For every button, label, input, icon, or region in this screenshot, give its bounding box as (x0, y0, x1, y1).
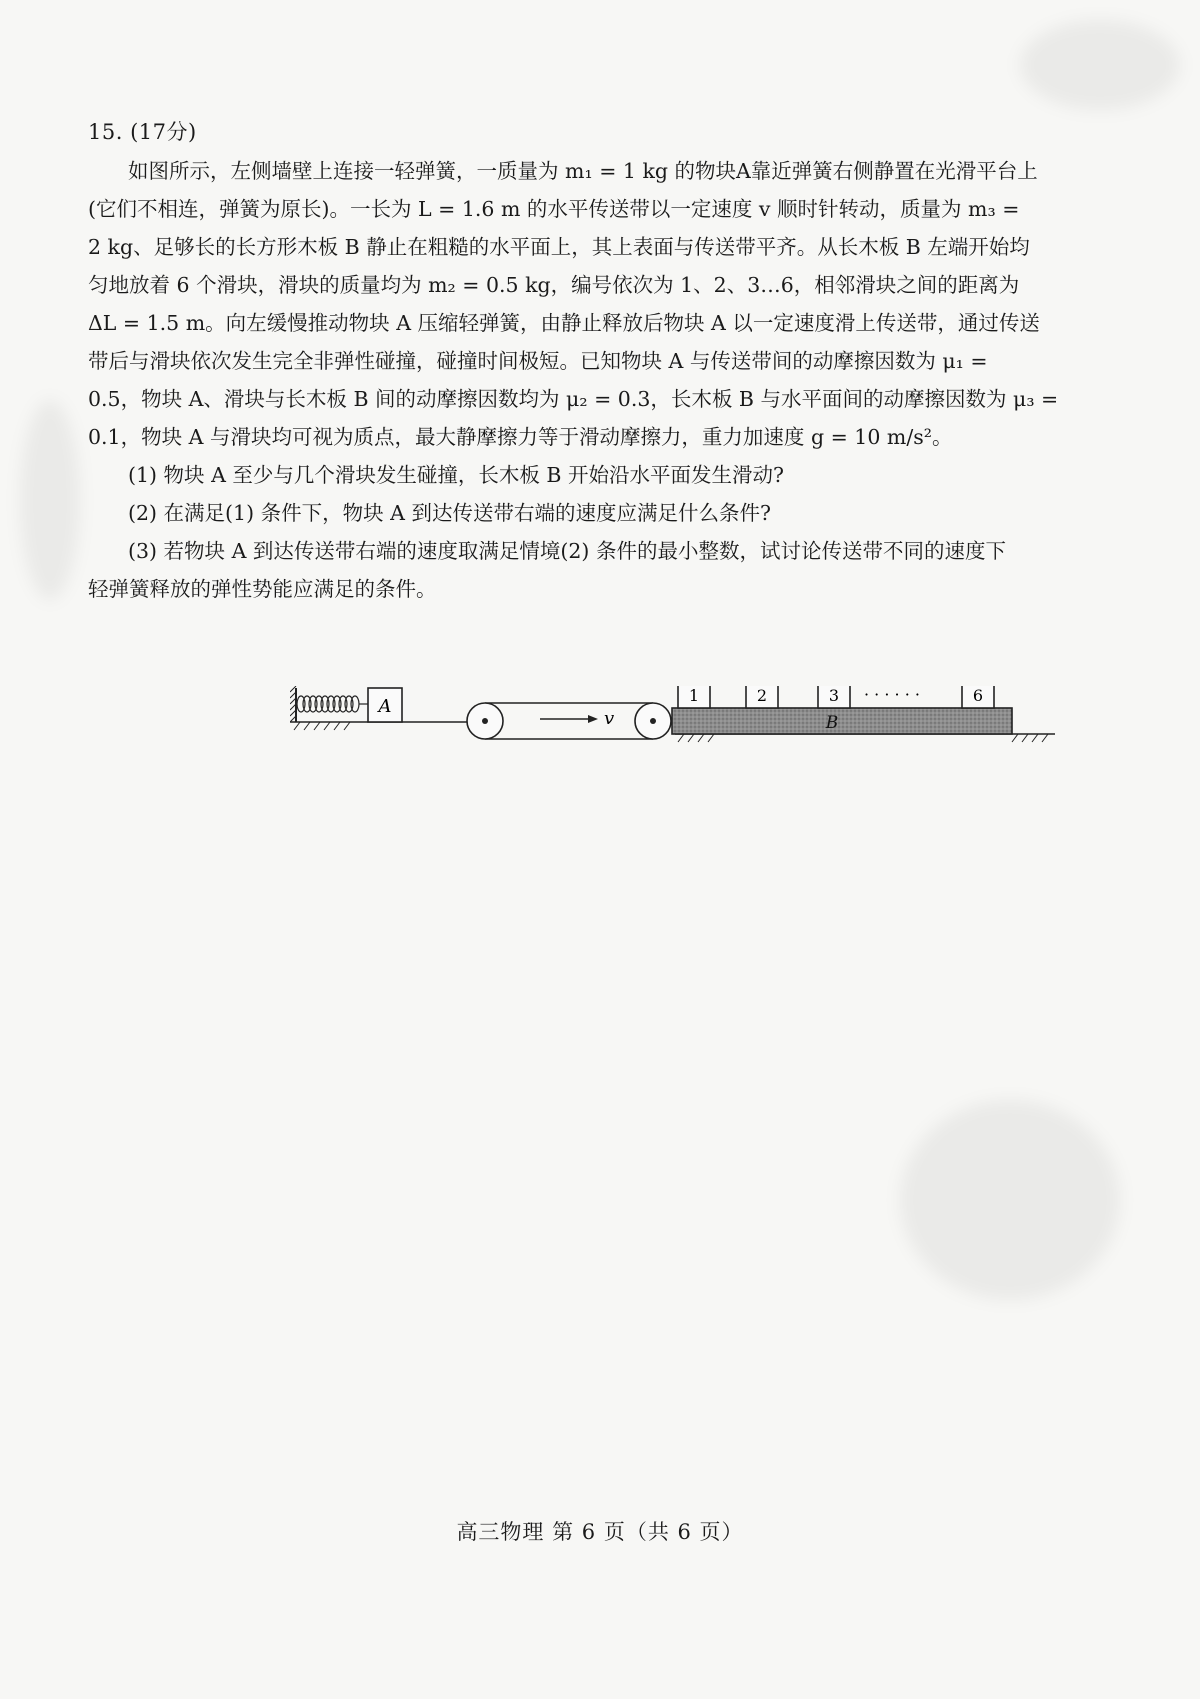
velocity-label: v (604, 708, 615, 729)
stem-line: 2 kg、足够长的长方形木板 B 静止在粗糙的水平面上，其上表面与传送带平齐。从长木板 B 左端开始均 (88, 235, 1030, 259)
sub-question-3 (88, 532, 1138, 608)
question-header: 15. (17分) (88, 120, 197, 144)
stem-line: 匀地放着 6 个滑块，滑块的质量均为 m₂ = 0.5 kg，编号依次为 1、2、3…6，相邻滑块之间的距离为 (88, 273, 1020, 297)
stem-line: (它们不相连，弹簧为原长)。一长为 L = 1.6 m 的水平传送带以一定速度 v 顺时针转动，质量为 m₃ = (88, 197, 1020, 221)
scan-smudge (900, 1100, 1120, 1300)
slider-3-label: 3 (828, 686, 840, 705)
block-a-label: A (378, 696, 392, 717)
slider-ellipsis: · · · · · · (864, 686, 920, 704)
scan-smudge (1020, 20, 1180, 110)
slider-1-label: 1 (688, 686, 700, 705)
sub-question-1-text: (1) 物块 A 至少与几个滑块发生碰撞，长木板 B 开始沿水平面发生滑动? (128, 463, 784, 487)
slider-2 (746, 686, 778, 708)
sub-question-2 (88, 494, 1138, 532)
sub-question-3-line: 轻弹簧释放的弹性势能应满足的条件。 (88, 577, 437, 601)
stem-line: 带后与滑块依次发生完全非弹性碰撞，碰撞时间极短。已知物块 A 与传送带间的动摩擦因数为 μ₁ = (88, 349, 988, 373)
slider-1 (678, 686, 710, 708)
board-b-label: B (825, 713, 839, 733)
stem-line: 如图所示，左侧墙壁上连接一轻弹簧，一质量为 m₁ = 1 kg 的物块A靠近弹簧右侧静置在光滑平台上 (128, 159, 1038, 183)
stem-line: ΔL = 1.5 m。向左缓慢推动物块 A 压缩轻弹簧，由静止释放后物块 A 以一定速度滑上传送带，通过传送 (88, 311, 1040, 335)
scan-smudge (20, 400, 80, 600)
block-a (368, 688, 402, 722)
board-b (672, 708, 1012, 734)
sub-question-2-text: (2) 在满足(1) 条件下，物块 A 到达传送带右端的速度应满足什么条件? (128, 501, 771, 525)
slider-2-label: 2 (756, 686, 768, 705)
sub-question-3-line: (3) 若物块 A 到达传送带右端的速度取满足情境(2) 条件的最小整数，试讨论传送带不同的速度下 (128, 539, 1006, 563)
question-body (88, 152, 1138, 608)
sub-question-1 (88, 456, 1138, 494)
stem-line: 0.5，物块 A、滑块与长木板 B 间的动摩擦因数均为 μ₂ = 0.3，长木板 B 与水平面间的动摩擦因数为 μ₃ = (88, 387, 1059, 411)
slider-3 (818, 686, 850, 708)
stem-line: 0.1，物块 A 与滑块均可视为质点，最大静摩擦力等于滑动摩擦力，重力加速度 g = 10 m/s²。 (88, 425, 953, 449)
spring (297, 696, 368, 712)
page-footer: 高三物理 第 6 页（共 6 页） (456, 1520, 744, 1544)
question-stem (88, 152, 1138, 456)
conveyor-belt (467, 703, 671, 739)
left-wall (290, 686, 296, 722)
smooth-platform (290, 722, 472, 730)
slider-6 (962, 686, 994, 708)
physics-diagram (290, 686, 1150, 816)
slider-6-label: 6 (972, 686, 984, 705)
rough-ground (675, 734, 1055, 742)
